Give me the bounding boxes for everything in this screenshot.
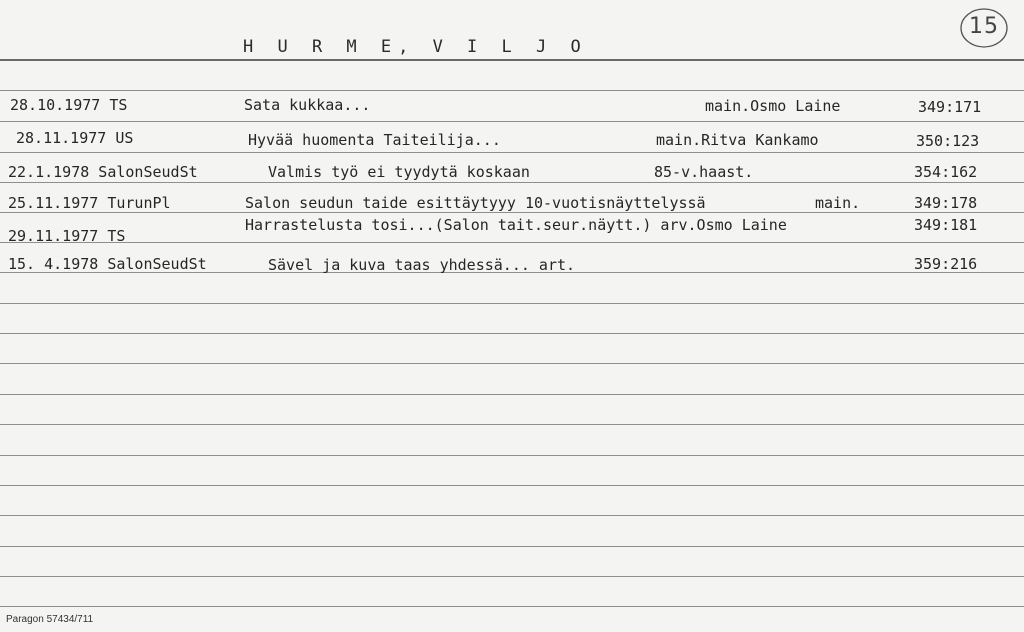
entry-title: Sata kukkaa... [244, 96, 371, 114]
entry-ref: 350:123 [916, 132, 980, 150]
ruled-line [0, 394, 1024, 395]
entry-ref: 349:171 [918, 98, 982, 116]
entry-credit: main.Osmo Laine [705, 97, 841, 115]
entry-title: Valmis työ ei tyydytä koskaan [268, 163, 530, 181]
entry-ref: 354:162 [914, 163, 978, 181]
ruled-line [0, 212, 1024, 213]
entry-date: 28.11.1977 US [16, 129, 134, 147]
entry-title: Salon seudun taide esittäytyyy 10-vuotisnäyttelyssä [245, 194, 706, 212]
entry-credit: 85-v.haast. [654, 163, 754, 181]
ruled-line [0, 515, 1024, 516]
entry-date: 15. 4.1978 SalonSeudSt [8, 255, 207, 273]
entry-title: Sävel ja kuva taas yhdessä... art. [268, 256, 576, 274]
card-number: 15 [969, 14, 999, 39]
entry-credit: main.Ritva Kankamo [656, 131, 819, 149]
ruled-line [0, 485, 1024, 486]
ruled-line [0, 303, 1024, 304]
ruled-line [0, 333, 1024, 334]
entry-date: 22.1.1978 SalonSeudSt [8, 163, 198, 181]
ruled-line [0, 424, 1024, 425]
card-footer: Paragon 57434/711 [6, 614, 94, 625]
ruled-line [0, 455, 1024, 456]
ruled-line [0, 363, 1024, 364]
entry-date: 25.11.1977 TurunPl [8, 194, 171, 212]
card-name: H U R M E, V I L J O [243, 37, 588, 57]
entry-ref: 349:178 [914, 194, 978, 212]
ruled-line [0, 90, 1024, 91]
entry-title: Harrastelusta tosi...(Salon tait.seur.näytt.) arv.Osmo Laine [245, 216, 787, 234]
ruled-line [0, 121, 1024, 122]
header-rule [0, 59, 1024, 61]
ruled-line [0, 182, 1024, 183]
entry-date: 28.10.1977 TS [10, 96, 128, 114]
ruled-line [0, 242, 1024, 243]
ruled-line [0, 546, 1024, 547]
entry-credit: main. [815, 194, 861, 212]
ruled-line [0, 606, 1024, 607]
entry-title: Hyvää huomenta Taiteilija... [248, 131, 501, 149]
card-number-badge [958, 6, 1010, 50]
entry-date: 29.11.1977 TS [8, 227, 126, 245]
ruled-line [0, 576, 1024, 577]
ruled-line [0, 152, 1024, 153]
entry-ref: 359:216 [914, 255, 978, 273]
entry-ref: 349:181 [914, 216, 978, 234]
